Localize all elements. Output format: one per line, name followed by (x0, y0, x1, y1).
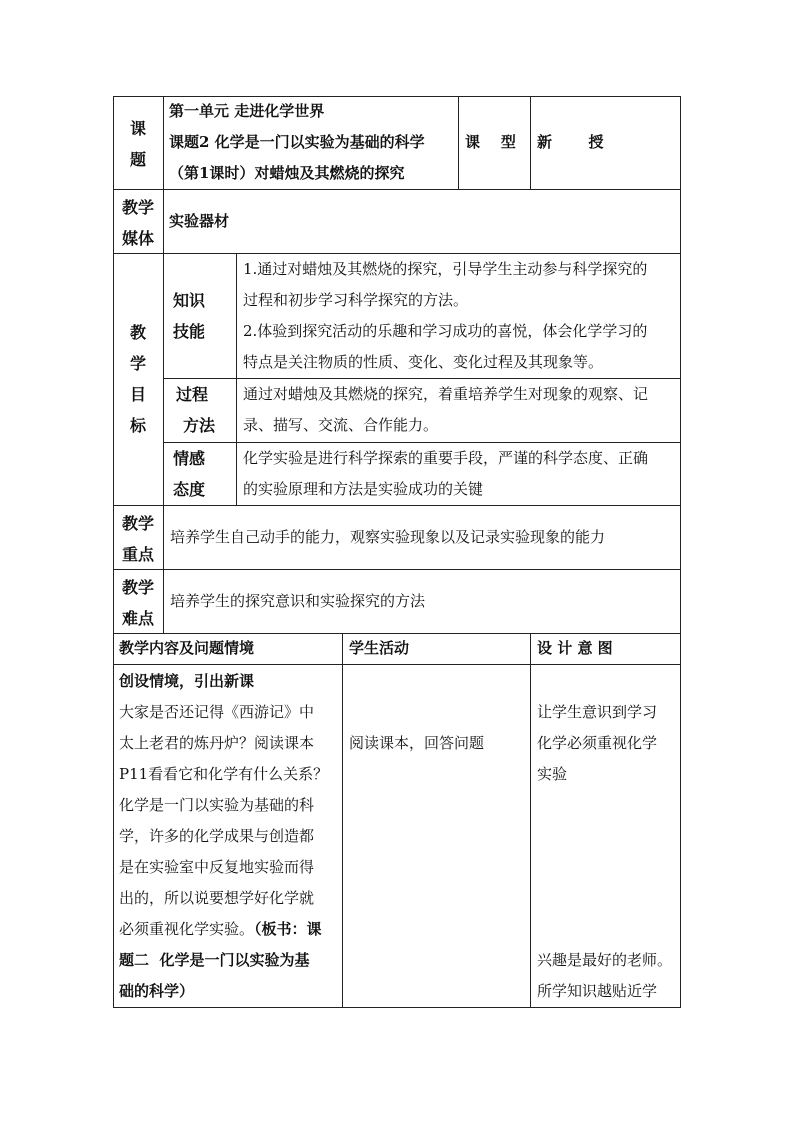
header-intent: 设 计 意 图 (537, 639, 613, 657)
row-rule (113, 664, 681, 665)
col-rule (342, 633, 343, 1008)
row-rule (113, 569, 681, 570)
emotion-label: 情感 态度 (172, 449, 205, 499)
process-text: 通过对蜡烛及其燃烧的探究，着重培养学生对现象的观察、记 录、描写、交流、合作能力。 (243, 385, 649, 434)
design-intent: 让学生意识到学习 化学必须重视化学 实验 (537, 703, 658, 783)
difficulties-value: 培养学生的探究意识和实验探究的方法 (170, 592, 426, 610)
key-points-label: 教学 重点 (121, 514, 154, 564)
row-rule (113, 505, 681, 506)
student-activity: 阅读课本，回答问题 (349, 734, 485, 752)
topic-label: 课 题 (129, 119, 146, 169)
row-rule (113, 189, 681, 190)
content-section-title: 创设情境，引出新课 (119, 672, 255, 690)
lesson-subtitle: （第1课时）对蜡烛及其燃烧的探究 (169, 164, 405, 182)
table-border-bottom (113, 1007, 681, 1008)
knowledge-label: 知识 技能 (172, 291, 205, 341)
lesson-type-value: 新 授 (537, 133, 604, 151)
col-rule (458, 96, 459, 189)
col-rule (163, 96, 164, 633)
goals-label: 教 学 目 标 (129, 323, 146, 435)
key-points-value: 培养学生自己动手的能力，观察实验现象以及记录实验现象的能力 (170, 528, 606, 546)
lesson-type-label: 课 型 (465, 133, 516, 151)
col-rule (236, 253, 237, 505)
header-content: 教学内容及问题情境 (119, 639, 255, 657)
media-label: 教学 媒体 (121, 198, 154, 248)
col-rule (530, 633, 531, 1008)
knowledge-text: 1.通过对蜡烛及其燃烧的探究，引导学生主动参与科学探究的 过程和初步学习科学探究的方法。 2.体验到探究活动的乐趣和学习成功的喜悦，体会化学学习的 特点是关注物质的性质、变化、变化过程及其现象等。 (243, 260, 648, 371)
media-value: 实验器材 (169, 212, 230, 230)
header-activity: 学生活动 (349, 639, 410, 657)
content-column: 创设情境，引出新课 大家是否还记得《西游记》中 太上老君的炼丹炉？阅读课本 P11看看它和化学有什么关系？ 化学是一门以实验为基础的科 学，许多的化学成果与创造都 是在实验室中反复地实验而得 出的，所以说要想学好化学就 必须重视化学实验。（板书：课 题二 化学是一门以实验为基 础的科学） (119, 666, 341, 1007)
difficulties-label: 教学 难点 (121, 578, 154, 628)
lesson-title: 课题2 化学是一门以实验为基础的科学 (169, 133, 425, 151)
table-border-right (680, 96, 681, 1008)
process-label: 过程 方法 (175, 385, 215, 435)
col-rule (530, 96, 531, 189)
topic-content (169, 96, 457, 189)
design-intent-continued: 兴趣是最好的老师。 所学知识越贴近学 (537, 951, 673, 1000)
emotion-text: 化学实验是进行科学探索的重要手段，严谨的科学态度、正确 的实验原理和方法是实验成功的关键 (243, 449, 649, 498)
unit-title: 第一单元 走进化学世界 (169, 102, 325, 120)
